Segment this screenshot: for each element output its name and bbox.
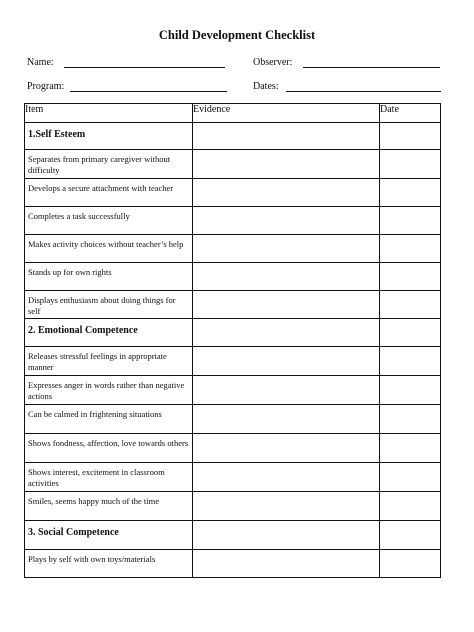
date-cell[interactable] xyxy=(380,550,441,578)
date-cell[interactable] xyxy=(380,319,441,347)
table-row xyxy=(25,376,441,405)
date-cell[interactable] xyxy=(380,150,441,179)
checklist-table xyxy=(24,103,441,578)
name-blank-line xyxy=(64,67,225,68)
evidence-cell[interactable] xyxy=(193,463,380,492)
name-label: Name: xyxy=(27,57,54,68)
table-row xyxy=(25,463,441,492)
checklist-item: Shows fondness, affection, love towards others xyxy=(25,434,193,463)
date-cell[interactable] xyxy=(380,291,441,319)
date-cell[interactable] xyxy=(380,521,441,550)
observer-field[interactable] xyxy=(253,57,443,69)
checklist-item: Smiles, seems happy much of the time xyxy=(25,492,193,521)
evidence-cell[interactable] xyxy=(193,123,380,150)
date-column-header: Date xyxy=(380,104,441,123)
table-row xyxy=(25,492,441,521)
evidence-cell[interactable] xyxy=(193,492,380,521)
name-field[interactable] xyxy=(27,57,229,69)
table-row xyxy=(25,291,441,319)
program-label: Program: xyxy=(27,81,65,92)
date-cell[interactable] xyxy=(380,123,441,150)
date-cell[interactable] xyxy=(380,347,441,376)
evidence-cell[interactable] xyxy=(193,550,380,578)
table-row xyxy=(25,150,441,179)
evidence-cell[interactable] xyxy=(193,376,380,405)
table-row xyxy=(25,235,441,263)
date-cell[interactable] xyxy=(380,207,441,235)
program-blank-line xyxy=(70,91,227,92)
table-row xyxy=(25,207,441,235)
checklist-item: Shows interest, excitement in classroom activities xyxy=(25,463,193,492)
section-heading: 1.Self Esteem xyxy=(25,123,193,150)
section-row xyxy=(25,521,441,550)
section-heading: 3. Social Competence xyxy=(25,521,193,550)
checklist-item: Completes a task successfully xyxy=(25,207,193,235)
evidence-cell[interactable] xyxy=(193,263,380,291)
checklist-item: Expresses anger in words rather than negative actions xyxy=(25,376,193,405)
checklist-item: Can be calmed in frightening situations xyxy=(25,405,193,434)
date-cell[interactable] xyxy=(380,235,441,263)
observer-label: Observer: xyxy=(253,57,293,68)
evidence-cell[interactable] xyxy=(193,521,380,550)
checklist-item: Plays by self with own toys/materials xyxy=(25,550,193,578)
date-cell[interactable] xyxy=(380,405,441,434)
evidence-cell[interactable] xyxy=(193,347,380,376)
table-row xyxy=(25,263,441,291)
evidence-cell[interactable] xyxy=(193,179,380,207)
evidence-cell[interactable] xyxy=(193,434,380,463)
checklist-item: Develops a secure attachment with teacher xyxy=(25,179,193,207)
checklist-item: Makes activity choices without teacher’s help xyxy=(25,235,193,263)
checklist-item: Stands up for own rights xyxy=(25,263,193,291)
observer-blank-line xyxy=(303,67,440,68)
table-row xyxy=(25,405,441,434)
section-row xyxy=(25,319,441,347)
date-cell[interactable] xyxy=(380,179,441,207)
evidence-cell[interactable] xyxy=(193,207,380,235)
table-row xyxy=(25,347,441,376)
evidence-cell[interactable] xyxy=(193,150,380,179)
checklist-item: Separates from primary caregiver without difficulty xyxy=(25,150,193,179)
item-column-header: Item xyxy=(25,104,193,123)
table-row xyxy=(25,550,441,578)
table-row xyxy=(25,434,441,463)
date-cell[interactable] xyxy=(380,463,441,492)
date-cell[interactable] xyxy=(380,376,441,405)
section-row xyxy=(25,123,441,150)
evidence-column-header: Evidence xyxy=(193,104,380,123)
section-heading: 2. Emotional Competence xyxy=(25,319,193,347)
dates-label: Dates: xyxy=(253,81,279,92)
program-field[interactable] xyxy=(27,81,229,93)
dates-blank-line xyxy=(286,91,441,92)
date-cell[interactable] xyxy=(380,434,441,463)
table-row xyxy=(25,179,441,207)
evidence-cell[interactable] xyxy=(193,319,380,347)
evidence-cell[interactable] xyxy=(193,405,380,434)
checklist-item: Releases stressful feelings in appropriate manner xyxy=(25,347,193,376)
dates-field[interactable] xyxy=(253,81,443,93)
date-cell[interactable] xyxy=(380,263,441,291)
checklist-item: Displays enthusiasm about doing things for self xyxy=(25,291,193,319)
evidence-cell[interactable] xyxy=(193,291,380,319)
evidence-cell[interactable] xyxy=(193,235,380,263)
date-cell[interactable] xyxy=(380,492,441,521)
document-title: Child Development Checklist xyxy=(158,28,316,42)
table-header-row xyxy=(25,104,441,123)
